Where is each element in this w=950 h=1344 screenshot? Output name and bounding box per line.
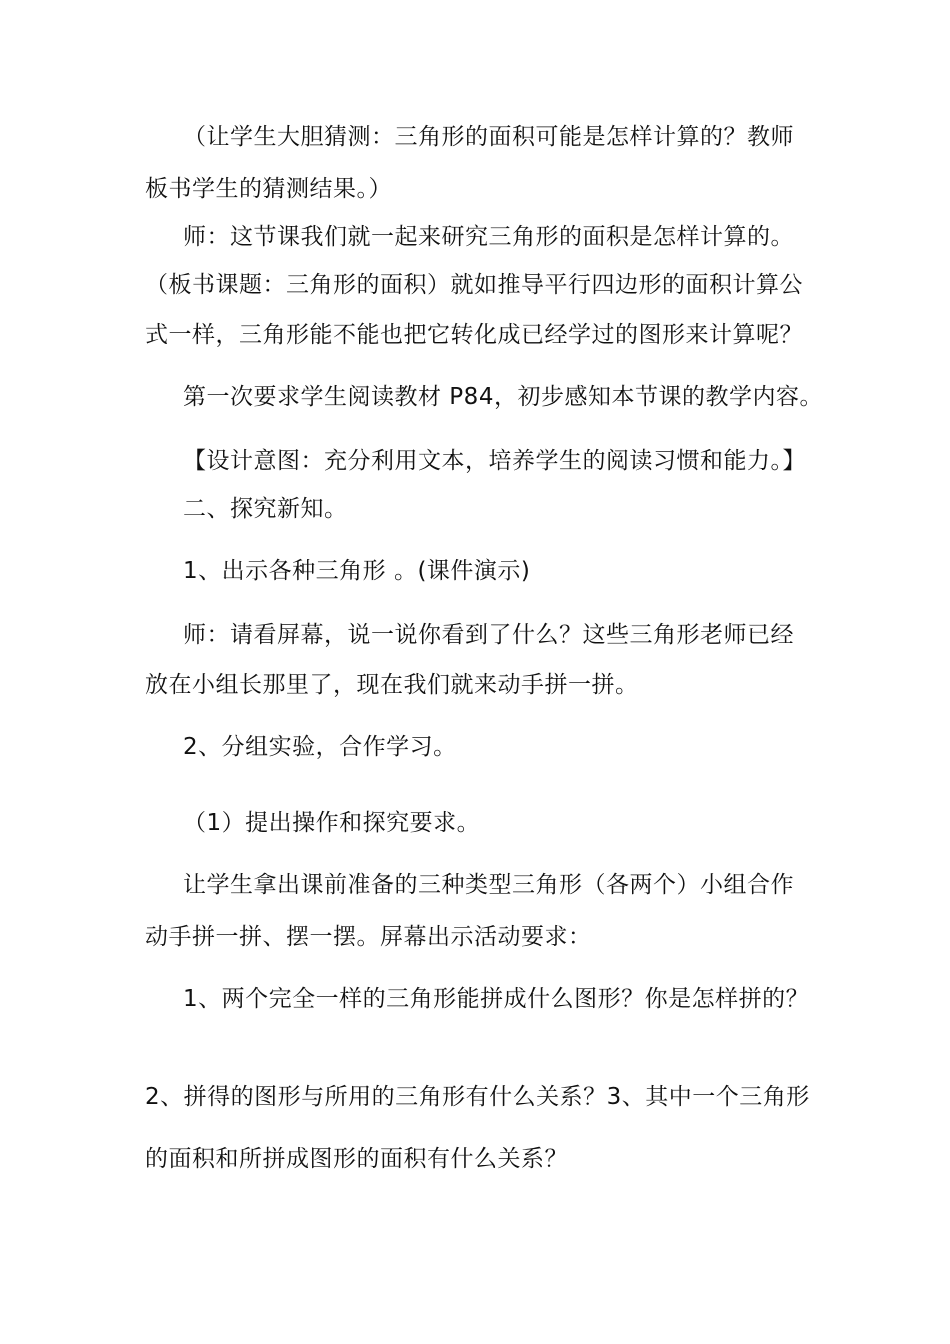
paragraph-line-5: 式一样，三角形能不能也把它转化成已经学过的图形来计算呢？ (145, 322, 803, 348)
paragraph-line-18: 的面积和所拼成图形的面积有什么关系？ (145, 1146, 568, 1172)
paragraph-line-6: 第一次要求学生阅读教材 P84，初步感知本节课的教学内容。 (183, 384, 823, 410)
paragraph-line-10: 师：请看屏幕，说一说你看到了什么？这些三角形老师已经 (183, 622, 794, 648)
paragraph-line-9: 1、出示各种三角形 。(课件演示) (183, 558, 531, 584)
paragraph-line-16: 1、两个完全一样的三角形能拼成什么图形？你是怎样拼的？ (183, 986, 810, 1012)
paragraph-line-17: 2、拼得的图形与所用的三角形有什么关系？3、其中一个三角形 (145, 1084, 810, 1110)
paragraph-line-7: 【设计意图：充分利用文本，培养学生的阅读习惯和能力。】 (183, 448, 806, 474)
paragraph-line-3: 师：这节课我们就一起来研究三角形的面积是怎样计算的。 (183, 224, 794, 250)
paragraph-line-12: 2、分组实验，合作学习。 (183, 734, 457, 760)
section-heading: 二、探究新知。 (183, 496, 348, 522)
paragraph-line-4: （板书课题：三角形的面积）就如推导平行四边形的面积计算公 (145, 272, 803, 298)
paragraph-line-15: 动手拼一拼、摆一摆。屏幕出示活动要求： (145, 924, 592, 950)
paragraph-line-13: （1）提出操作和探究要求。 (183, 810, 481, 836)
paragraph-line-1: （让学生大胆猜测：三角形的面积可能是怎样计算的？教师 (183, 124, 794, 150)
paragraph-line-14: 让学生拿出课前准备的三种类型三角形（各两个）小组合作 (183, 872, 794, 898)
paragraph-line-2: 板书学生的猜测结果。） (145, 176, 392, 202)
paragraph-line-11: 放在小组长那里了，现在我们就来动手拼一拼。 (145, 672, 639, 698)
